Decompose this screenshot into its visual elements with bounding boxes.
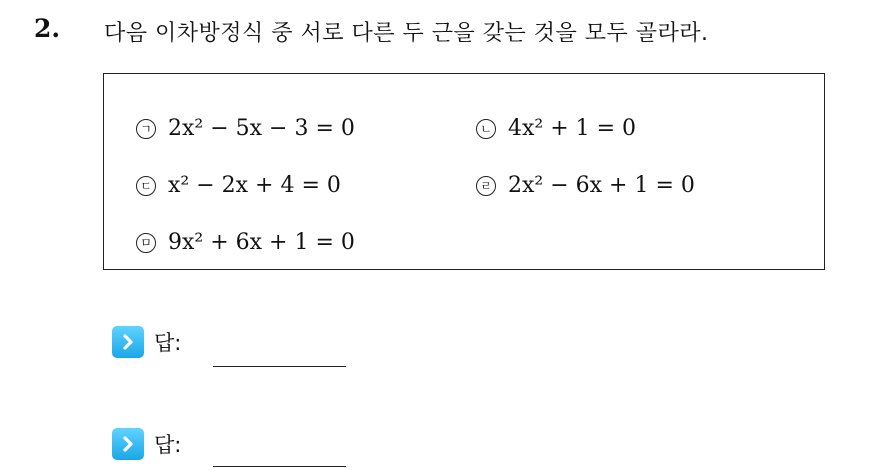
answer-blank[interactable] [213, 466, 346, 467]
choice-expression: 2x² − 6x + 1 = 0 [508, 173, 695, 198]
choice-marker: ㄱ [136, 119, 156, 139]
choice-marker: ㅁ [136, 233, 156, 253]
choice-item [476, 116, 636, 141]
answer-row [112, 326, 181, 358]
choice-marker: ㄴ [476, 119, 496, 139]
answer-label: 답: [154, 331, 182, 355]
choice-marker: ㄹ [476, 176, 496, 196]
answer-label: 답: [154, 433, 182, 457]
choice-expression: 9x² + 6x + 1 = 0 [168, 230, 355, 255]
choice-item [136, 173, 341, 198]
choice-marker: ㄷ [136, 176, 156, 196]
question-number: 2. [34, 14, 61, 43]
question-text: 다음 이차방정식 중 서로 다른 두 근을 갖는 것을 모두 골라라. [104, 21, 709, 46]
answer-blank[interactable] [213, 366, 346, 367]
choice-expression: 2x² − 5x − 3 = 0 [168, 116, 355, 141]
choice-expression: x² − 2x + 4 = 0 [168, 173, 341, 198]
answer-row [112, 428, 181, 460]
choice-expression: 4x² + 1 = 0 [508, 116, 637, 141]
choice-item [476, 173, 695, 198]
choices-box [103, 73, 825, 270]
choice-item [136, 116, 355, 141]
chevron-right-icon [112, 428, 144, 460]
chevron-right-icon [112, 326, 144, 358]
choice-item [136, 230, 355, 255]
